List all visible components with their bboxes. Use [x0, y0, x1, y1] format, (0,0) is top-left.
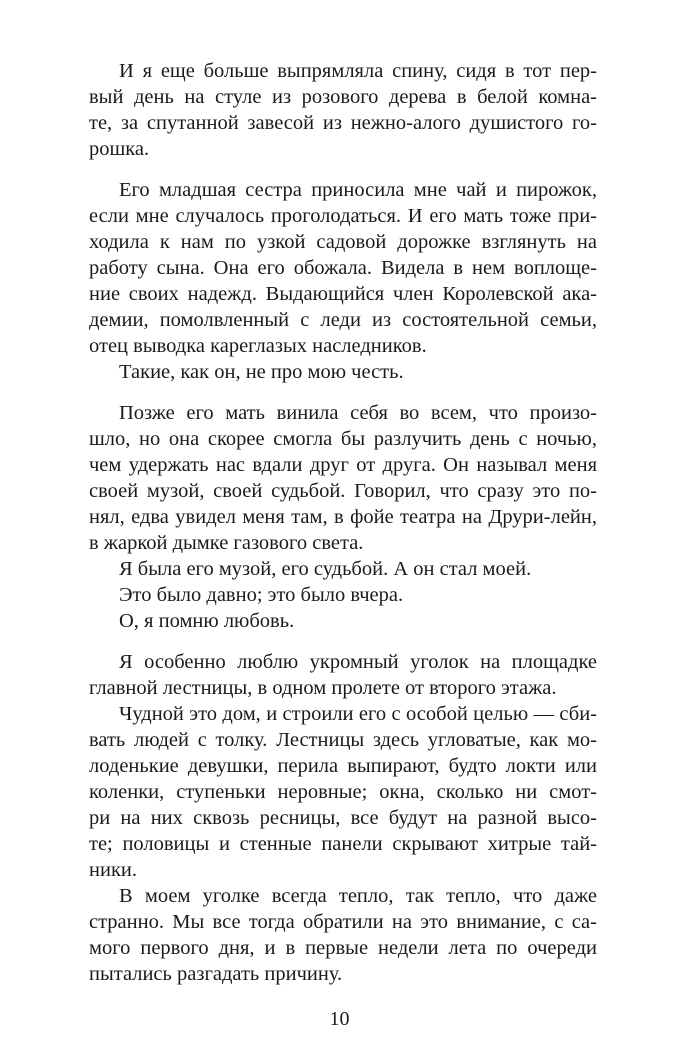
text-line: чем удержать нас вдали друг от друга. Он называл меня: [89, 454, 597, 476]
text-line: ние своих надежд. Выдающийся член Королевской ака-: [89, 283, 597, 305]
text-line: рошка.: [89, 138, 150, 160]
text-line: работу сына. Она его обожала. Видела в нем воплоще-: [89, 257, 597, 279]
text-line: нял, едва увидел меня там, в фойе театра на Друри-лейн,: [89, 506, 597, 528]
text-line: Чудной это дом, и строили его с особой целью — сби-: [119, 703, 597, 725]
text-line: своей музой, своей судьбой. Говорил, что сразу это по-: [89, 480, 597, 502]
text-line: главной лестницы, в одном пролете от второго этажа.: [89, 677, 557, 699]
text-line: Его младшая сестра приносила мне чай и пирожок,: [119, 179, 597, 201]
text-line: Я особенно люблю укромный уголок на площадке: [119, 651, 597, 673]
text-line: если мне случалось проголодаться. И его мать тоже при-: [89, 205, 597, 227]
text-line: лоденькие девушки, перила выпирают, будто локти или: [89, 755, 597, 777]
page-number: 10: [329, 1008, 350, 1030]
text-line: Это было давно; это было вчера.: [119, 584, 404, 606]
text-line: шло, но она скорее смогла бы разлучить день с ночью,: [89, 428, 597, 450]
text-line: Я была его музой, его судьбой. А он стал моей.: [119, 558, 532, 580]
text-line: странно. Мы все тогда обратили на это внимание, с са-: [89, 911, 597, 933]
text-line: те; половицы и стенные панели скрывают хитрые тай-: [89, 833, 597, 855]
text-line: О, я помню любовь.: [119, 610, 295, 632]
text-line: И я еще больше выпрямляла спину, сидя в тот пер-: [119, 60, 597, 82]
text-line: ри на них сквозь ресницы, все будут на разной высо-: [89, 807, 597, 829]
text-line: ники.: [89, 859, 137, 881]
text-line: вый день на стуле из розового дерева в белой комна-: [89, 86, 597, 108]
text-line: в жаркой дымке газового света.: [89, 532, 364, 554]
text-line: отец выводка кареглазых наследников.: [89, 335, 427, 357]
text-line: Позже его мать винила себя во всем, что произо-: [119, 402, 597, 424]
text-line: мого первого дня, и в первые недели лета по очереди: [89, 937, 597, 959]
text-line: пытались разгадать причину.: [89, 963, 343, 985]
text-line: демии, помолвленный с леди из состоятельной семьи,: [89, 309, 597, 331]
text-line: В моем уголке всегда тепло, так тепло, что даже: [119, 885, 597, 907]
text-line: ходила к нам по узкой садовой дорожке взглянуть на: [89, 231, 597, 253]
text-line: те, за спутанной завесой из нежно-алого душистого го-: [89, 112, 597, 134]
text-line: коленки, ступеньки неровные; окна, сколько ни смот-: [89, 781, 597, 803]
text-line: вать людей с толку. Лестницы здесь угловатые, как мо-: [89, 729, 597, 751]
text-line: Такие, как он, не про мою честь.: [119, 361, 404, 383]
